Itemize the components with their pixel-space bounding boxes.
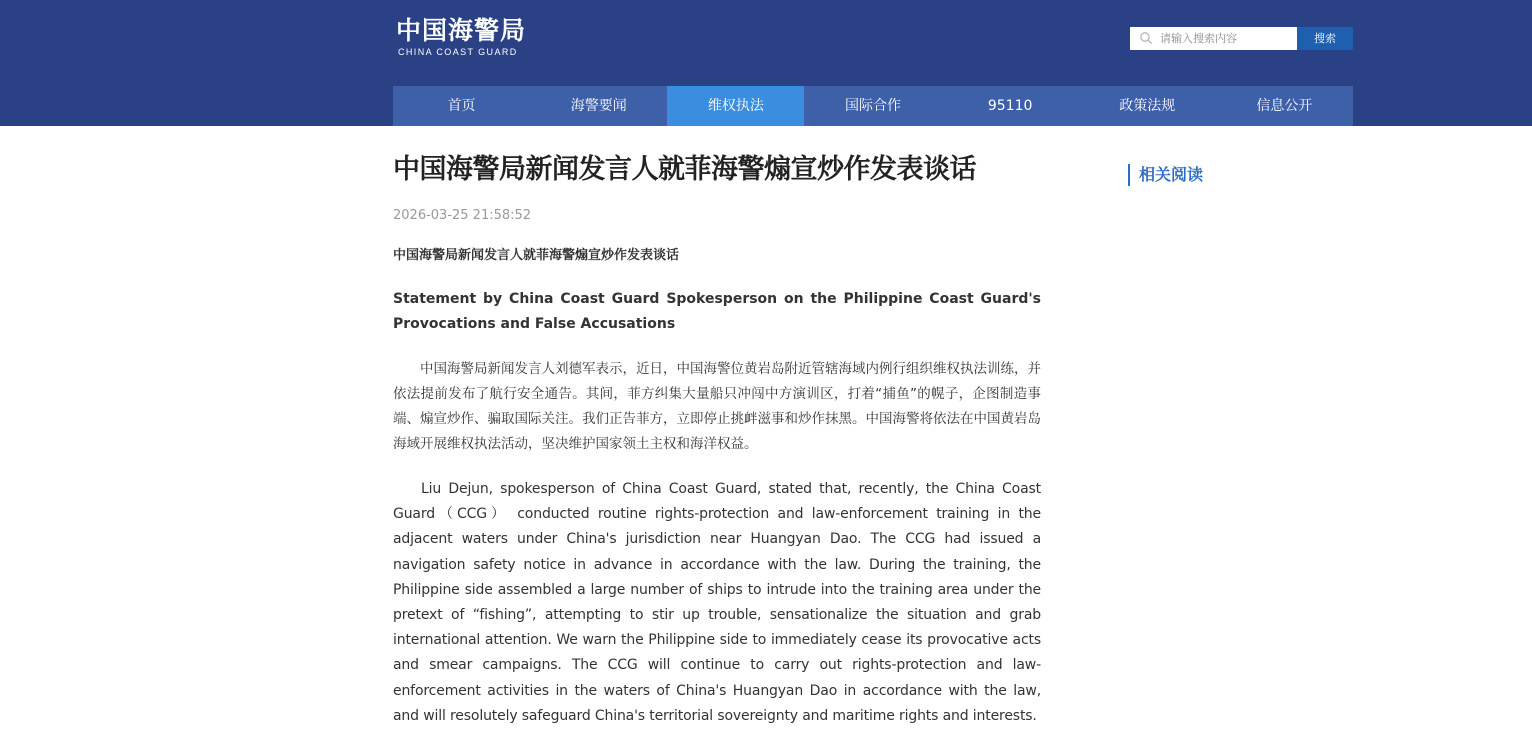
article-title: 中国海警局新闻发言人就菲海警煽宣炒作发表谈话 [393,154,976,185]
search-button[interactable]: 搜索 [1297,27,1353,50]
article-paragraph-chinese: 中国海警局新闻发言人刘德军表示，近日，中国海警位黄岩岛附近管辖海域内例行组织维权执法训练，并依法提前发布了航行安全通告。其间，菲方纠集大量船只冲闯中方演训区，打着“捕鱼”的幌子，企图制造事端、煽宣炒作、骗取国际关注。我们正告菲方，立即停止挑衅滋事和炒作抹黑。中国海警将依法在中国黄岩岛海域开展维权执法活动，坚决维护国家领土主权和海洋权益。 [393,361,1041,452]
search-icon [1139,31,1153,45]
article-subtitle-english: Statement by China Coast Guard Spokesperson on the Philippine Coast Guard's Provocations and False Accusations [393,291,1041,332]
main-nav [393,86,1353,126]
logo-chinese-text: 中国海警局 [396,16,527,45]
search-box [1130,27,1297,50]
site-header [0,0,1532,126]
site-logo[interactable] [396,16,536,60]
nav-item-home[interactable]: 首页 [447,98,476,114]
nav-item-information-disclosure[interactable]: 信息公开 [1256,98,1313,114]
search-input[interactable] [1160,29,1292,48]
nav-item-international-cooperation[interactable]: 国际合作 [844,98,901,114]
article-date: 2026-03-25 21:58:52 [393,208,532,223]
related-reading-heading: 相关阅读 [1128,164,1203,186]
nav-item-hotline-95110[interactable]: 95110 [987,98,1033,114]
article-subtitle-chinese: 中国海警局新闻发言人就菲海警煽宣炒作发表谈话 [393,248,680,263]
nav-item-policies-regulations[interactable]: 政策法规 [1119,98,1176,114]
nav-item-news[interactable]: 海警要闻 [570,98,627,114]
article-paragraph-english: Liu Dejun, spokesperson of China Coast Guard, stated that, recently, the China Coast Guard（CCG） conducted routine rights-protection and law-enforcement training in the adjacent waters under China's jurisdiction near Huangyan Dao. The CCG had issued a navigation safety notice in advance in accordance with the law. During the training, the Philippine side assembled a large number of ships to intrude into the training area under the pretext of “fishing”, attempting to stir up trouble, sensationalize the situation and grab international attention. We warn the Philippine side to immediately cease its provocative acts and smear campaigns. The CCG will continue to carry out rights-protection and law-enforcement activities in the waters of China's Huangyan Dao in accordance with the law, and will resolutely safeguard China's territorial sovereignty and maritime rights and interests. [393,481,1041,724]
logo-english-text: CHINA COAST GUARD [398,47,518,57]
nav-item-law-enforcement[interactable]: 维权执法 [667,86,804,126]
